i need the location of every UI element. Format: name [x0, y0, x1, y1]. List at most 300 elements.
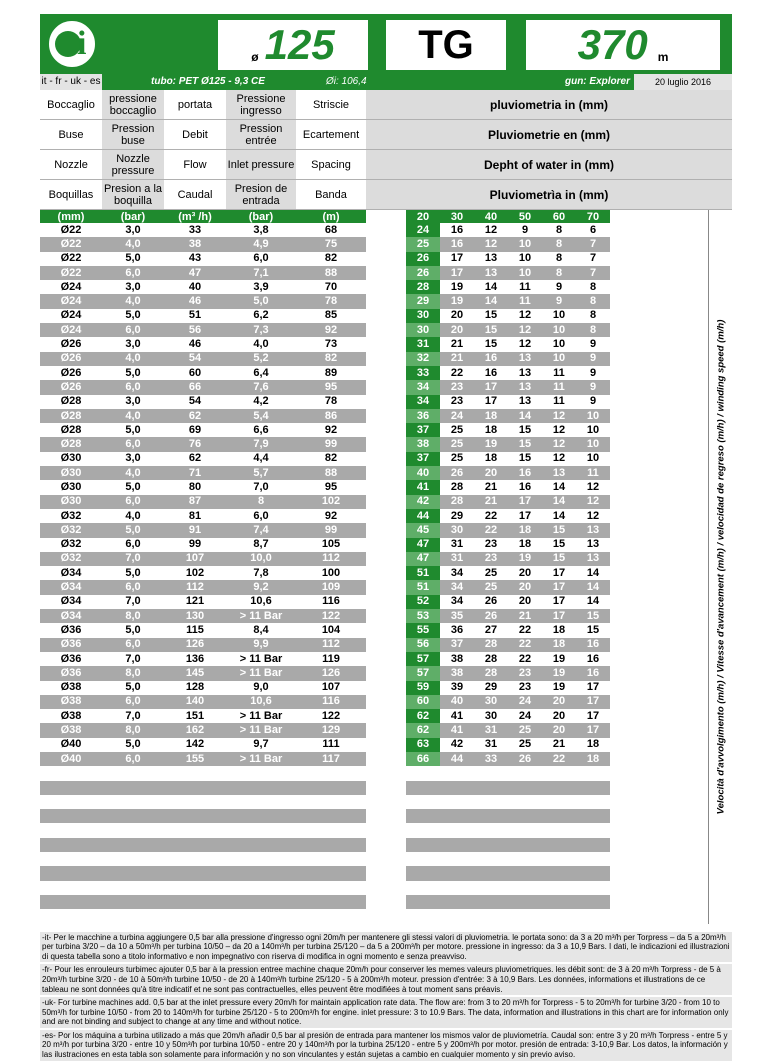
- table-cell: Ø32: [40, 509, 102, 523]
- empty-cell: [508, 866, 542, 880]
- table-cell: 5,0: [102, 681, 164, 695]
- table-cell: Ø22: [40, 223, 102, 237]
- table-row: [40, 266, 708, 280]
- table-cell: 17: [542, 609, 576, 623]
- note-paragraph: -fr- Pour les enrouleurs turbimec ajouter 0,5 bar à la pression entree machine chaque 20m/h pour conserver les memes valeurs pluviometriques. les débit sont: de 3 à 20 m³/h Torpress - de 5 à 20m³/h turbine 3/20 - de 10 à 50m³/h turbine 10/50 - de 20 à 140m³/h turbine 25/120 - 5 à 200m³/h moteur. pression d'entrée: 3 à 10,9 Bars. Les données, informations et illustrations de ce tableau ne sont données qu'à titre indicatif et ne sont pas contractuelles, elles peuvent être modifiées à tout moment sans préavis.: [40, 964, 732, 997]
- side-label: Velocità d'avvolgimento (m/h) / Vitesse d'avancement (m/h) / velocidad de regreso (m/h) / winding speed (m/h): [715, 319, 726, 815]
- empty-cell: [366, 781, 406, 795]
- table-cell: 14: [576, 566, 610, 580]
- table-cell: 80: [164, 480, 226, 494]
- table-cell: 18: [576, 752, 610, 766]
- table-cell: 12: [474, 223, 508, 237]
- table-cell: 6,0: [102, 752, 164, 766]
- table-cell: 145: [164, 666, 226, 680]
- gap-cell: [366, 423, 406, 437]
- label-cell: Boccaglio: [47, 98, 95, 111]
- table-cell: 17: [542, 580, 576, 594]
- table-cell: 7,0: [226, 480, 296, 494]
- table-cell: 10: [508, 266, 542, 280]
- empty-cell: [296, 823, 366, 837]
- table-cell: 26: [440, 466, 474, 480]
- gap-cell: [610, 409, 708, 423]
- empty-cell: [40, 781, 102, 795]
- label-cell: Pluviometrie en (mm): [366, 120, 732, 149]
- table-cell: 22: [474, 509, 508, 523]
- empty-cell: [610, 895, 708, 909]
- gap-cell: [610, 652, 708, 666]
- table-row: [40, 423, 708, 437]
- table-cell: 24: [406, 223, 440, 237]
- gap-cell: [610, 666, 708, 680]
- table-cell: 99: [296, 523, 366, 537]
- table-cell: 26: [508, 752, 542, 766]
- table-cell: Ø30: [40, 452, 102, 466]
- table-cell: 39: [440, 681, 474, 695]
- gap-cell: [610, 210, 708, 223]
- empty-cell: [474, 795, 508, 809]
- table-row: [40, 552, 708, 566]
- empty-row: [40, 781, 708, 795]
- table-cell: 10,6: [226, 595, 296, 609]
- label-cell: Banda: [315, 188, 347, 201]
- gap-cell: [610, 337, 708, 351]
- gap-cell: [366, 681, 406, 695]
- empty-row: [40, 895, 708, 909]
- table-cell: 6,0: [102, 323, 164, 337]
- gap-cell: [610, 609, 708, 623]
- table-cell: Ø34: [40, 566, 102, 580]
- table-cell: 5,0: [102, 523, 164, 537]
- table-cell: 12: [474, 237, 508, 251]
- gap-cell: [366, 223, 406, 237]
- table-cell: 10: [508, 237, 542, 251]
- table-cell: 11: [542, 395, 576, 409]
- table-cell: 51: [406, 566, 440, 580]
- table-cell: 7,0: [102, 652, 164, 666]
- table-cell: Ø30: [40, 495, 102, 509]
- table-cell: 4,9: [226, 237, 296, 251]
- empty-row: [40, 838, 708, 852]
- table-cell: 21: [474, 480, 508, 494]
- table-cell: 14: [576, 595, 610, 609]
- length-box: [526, 20, 720, 70]
- gap-cell: [610, 580, 708, 594]
- table-cell: 19: [440, 294, 474, 308]
- table-cell: > 11 Bar: [226, 609, 296, 623]
- table-cell: 28: [440, 480, 474, 494]
- gap-cell: [610, 280, 708, 294]
- table-cell: 122: [296, 609, 366, 623]
- table-cell: 13: [542, 466, 576, 480]
- empty-cell: [576, 823, 610, 837]
- table-cell: Ø24: [40, 323, 102, 337]
- table-cell: 136: [164, 652, 226, 666]
- label-cell: Pression entrée: [226, 120, 296, 149]
- table-cell: 7,9: [226, 437, 296, 451]
- table-row: [40, 294, 708, 308]
- gap-cell: [366, 723, 406, 737]
- table-cell: 9: [576, 380, 610, 394]
- table-cell: 32: [406, 352, 440, 366]
- gap-cell: [366, 709, 406, 723]
- table-cell: 13: [508, 352, 542, 366]
- empty-cell: [542, 795, 576, 809]
- table-cell: 78: [296, 294, 366, 308]
- table-cell: 20: [474, 466, 508, 480]
- table-cell: 22: [440, 366, 474, 380]
- table-cell: 16: [440, 223, 474, 237]
- empty-cell: [40, 866, 102, 880]
- table-cell: 9: [576, 337, 610, 351]
- table-cell: 22: [508, 652, 542, 666]
- table-cell: 34: [406, 380, 440, 394]
- empty-cell: [542, 823, 576, 837]
- empty-cell: [366, 881, 406, 895]
- table-cell: 71: [164, 466, 226, 480]
- table-cell: 17: [474, 395, 508, 409]
- table-row: [40, 495, 708, 509]
- table-cell: Ø24: [40, 309, 102, 323]
- gap-cell: [366, 395, 406, 409]
- table-cell: 6,0: [102, 695, 164, 709]
- empty-cell: [576, 838, 610, 852]
- empty-cell: [474, 781, 508, 795]
- gap-cell: [366, 252, 406, 266]
- empty-cell: [40, 895, 102, 909]
- empty-cell: [40, 766, 102, 780]
- table-cell: 25: [440, 437, 474, 451]
- empty-cell: [576, 795, 610, 809]
- table-cell: 31: [406, 337, 440, 351]
- gap-cell: [610, 352, 708, 366]
- table-cell: > 11 Bar: [226, 723, 296, 737]
- table-cell: Ø26: [40, 352, 102, 366]
- table-cell: 47: [406, 538, 440, 552]
- table-cell: 4,0: [102, 409, 164, 423]
- label-cell: portata: [177, 98, 213, 111]
- table-cell: 34: [440, 595, 474, 609]
- empty-cell: [296, 866, 366, 880]
- empty-cell: [296, 909, 366, 923]
- table-cell: 16: [576, 652, 610, 666]
- table-cell: 20: [508, 595, 542, 609]
- table-cell: 5,0: [102, 738, 164, 752]
- empty-cell: [296, 895, 366, 909]
- empty-row: [40, 766, 708, 780]
- table-cell: 16: [508, 480, 542, 494]
- gap-cell: [610, 309, 708, 323]
- empty-cell: [102, 766, 164, 780]
- table-cell: 3,0: [102, 223, 164, 237]
- table-cell: 25: [406, 237, 440, 251]
- empty-cell: [406, 852, 440, 866]
- table-cell: 15: [542, 538, 576, 552]
- table-cell: 7: [576, 252, 610, 266]
- table-cell: 13: [576, 523, 610, 537]
- empty-cell: [40, 852, 102, 866]
- table-cell: 56: [164, 323, 226, 337]
- empty-cell: [226, 823, 296, 837]
- table-cell: 92: [296, 423, 366, 437]
- table-cell: 36: [406, 409, 440, 423]
- empty-cell: [406, 838, 440, 852]
- table-cell: 30: [474, 709, 508, 723]
- table-cell: > 11 Bar: [226, 652, 296, 666]
- empty-cell: [508, 809, 542, 823]
- table-cell: 25: [508, 723, 542, 737]
- table-cell: 82: [296, 252, 366, 266]
- table-cell: 15: [542, 523, 576, 537]
- table-cell: 25: [474, 580, 508, 594]
- table-cell: 82: [296, 352, 366, 366]
- empty-cell: [366, 766, 406, 780]
- table-cell: 3,0: [102, 395, 164, 409]
- table-cell: 41: [406, 480, 440, 494]
- empty-cell: [226, 809, 296, 823]
- table-row: [40, 309, 708, 323]
- length-value: 370: [577, 21, 648, 68]
- table-cell: 12: [542, 437, 576, 451]
- table-cell: 21: [542, 738, 576, 752]
- table-cell: 119: [296, 652, 366, 666]
- empty-cell: [296, 852, 366, 866]
- table-cell: 34: [440, 580, 474, 594]
- table-cell: 95: [296, 380, 366, 394]
- table-cell: 19: [542, 681, 576, 695]
- table-cell: 42: [406, 495, 440, 509]
- gap-cell: [366, 738, 406, 752]
- empty-cell: [474, 866, 508, 880]
- empty-cell: [164, 838, 226, 852]
- empty-row: [40, 909, 708, 923]
- table-cell: 19: [542, 666, 576, 680]
- table-cell: 18: [474, 452, 508, 466]
- table-cell: 15: [508, 437, 542, 451]
- empty-cell: [406, 909, 440, 923]
- table-row: [40, 395, 708, 409]
- table-cell: 54: [164, 352, 226, 366]
- table-cell: 21: [440, 352, 474, 366]
- table-cell: 5,7: [226, 466, 296, 480]
- empty-cell: [226, 766, 296, 780]
- table-cell: 10: [542, 337, 576, 351]
- note-paragraph: -uk- For turbine machines add. 0,5 bar at the inlet pressure every 20m/h for maintain application rate data. The flow are: from 3 to 20 m³/h for Torpress - 5 to 20m³/h for turbine 3/20 - from 10 to 50m³/h for turbine 10/50 - from 20 to 140m³/h for turbine 25/120 - 5 to 200m³/h for engine. inlet pressure: 3 to 10.9 Bars. The data, information and illustrations in this chart are for information only and are not binding and subject to change at any time and without notice.: [40, 997, 732, 1030]
- table-cell: 15: [508, 423, 542, 437]
- table-cell: 4,2: [226, 395, 296, 409]
- table-cell: 105: [296, 538, 366, 552]
- gap-cell: [366, 337, 406, 351]
- table-cell: 29: [406, 294, 440, 308]
- table-row: [40, 223, 708, 237]
- table-row: [40, 681, 708, 695]
- table-cell: 59: [406, 681, 440, 695]
- label-cell: Caudal: [177, 188, 213, 201]
- table-cell: 10: [576, 437, 610, 451]
- unit-header: 70: [576, 210, 610, 223]
- column-labels: [40, 90, 732, 210]
- empty-cell: [440, 781, 474, 795]
- table-cell: 92: [296, 509, 366, 523]
- languages-label: it - fr - uk - es: [40, 74, 102, 90]
- table-cell: 10: [576, 409, 610, 423]
- table-cell: 100: [296, 566, 366, 580]
- table-cell: 7,8: [226, 566, 296, 580]
- date-label: 20 luglio 2016: [634, 74, 732, 90]
- table-cell: Ø36: [40, 652, 102, 666]
- gap-cell: [366, 409, 406, 423]
- empty-cell: [296, 795, 366, 809]
- empty-cell: [576, 766, 610, 780]
- gap-cell: [610, 323, 708, 337]
- empty-cell: [406, 795, 440, 809]
- table-row: [40, 466, 708, 480]
- empty-cell: [226, 781, 296, 795]
- empty-cell: [508, 881, 542, 895]
- unit-header: (m): [296, 210, 366, 223]
- table-cell: Ø34: [40, 609, 102, 623]
- empty-cell: [40, 809, 102, 823]
- table-cell: 17: [542, 566, 576, 580]
- table-cell: Ø40: [40, 738, 102, 752]
- table-cell: 4,0: [102, 466, 164, 480]
- empty-cell: [440, 809, 474, 823]
- table-cell: 14: [474, 294, 508, 308]
- table-cell: 15: [474, 309, 508, 323]
- table-cell: 56: [406, 638, 440, 652]
- empty-cell: [576, 809, 610, 823]
- diameter-symbol: ø: [251, 50, 259, 64]
- table-cell: 4,0: [102, 294, 164, 308]
- empty-cell: [366, 852, 406, 866]
- table-cell: 23: [440, 380, 474, 394]
- table-cell: 47: [406, 552, 440, 566]
- table-cell: 70: [296, 280, 366, 294]
- table-cell: Ø22: [40, 252, 102, 266]
- table-cell: 10: [576, 423, 610, 437]
- table-cell: 31: [474, 723, 508, 737]
- table-cell: 16: [474, 352, 508, 366]
- table-cell: 18: [508, 523, 542, 537]
- diameter-box: [218, 20, 368, 70]
- table-cell: 7,0: [102, 552, 164, 566]
- empty-cell: [610, 866, 708, 880]
- empty-cell: [40, 838, 102, 852]
- table-cell: 37: [406, 452, 440, 466]
- table-cell: 66: [406, 752, 440, 766]
- table-cell: 9: [576, 395, 610, 409]
- table-cell: 30: [406, 323, 440, 337]
- table-cell: 27: [474, 623, 508, 637]
- table-cell: Ø34: [40, 580, 102, 594]
- label-cell: pluviometria in (mm): [366, 90, 732, 119]
- table-cell: 12: [576, 480, 610, 494]
- empty-cell: [164, 809, 226, 823]
- table-cell: 19: [474, 437, 508, 451]
- table-row: [40, 437, 708, 451]
- table-cell: 38: [440, 652, 474, 666]
- empty-cell: [406, 766, 440, 780]
- gap-cell: [366, 580, 406, 594]
- gap-cell: [366, 752, 406, 766]
- table-cell: 11: [576, 466, 610, 480]
- empty-cell: [576, 909, 610, 923]
- table-cell: 13: [576, 538, 610, 552]
- table-cell: 5,2: [226, 352, 296, 366]
- table-cell: 11: [542, 366, 576, 380]
- gap-cell: [366, 309, 406, 323]
- table-cell: 12: [508, 323, 542, 337]
- side-label-area: [708, 210, 732, 924]
- table-row: [40, 452, 708, 466]
- label-cell: Presion a la boquilla: [102, 180, 164, 209]
- table-cell: 4,0: [102, 237, 164, 251]
- empty-cell: [610, 781, 708, 795]
- table-cell: 33: [406, 366, 440, 380]
- table-cell: 15: [474, 323, 508, 337]
- table-cell: 7,1: [226, 266, 296, 280]
- table-cell: 6: [576, 223, 610, 237]
- table-cell: 18: [576, 738, 610, 752]
- table-cell: 26: [474, 609, 508, 623]
- table-cell: 12: [508, 337, 542, 351]
- table-cell: 82: [296, 452, 366, 466]
- table-cell: 20: [440, 309, 474, 323]
- label-cell: pressione boccaglio: [102, 90, 164, 119]
- empty-cell: [440, 795, 474, 809]
- unit-header: (mm): [40, 210, 102, 223]
- table-cell: Ø26: [40, 380, 102, 394]
- table-cell: 3,9: [226, 280, 296, 294]
- table-cell: 6,0: [102, 266, 164, 280]
- empty-cell: [508, 852, 542, 866]
- table-cell: 5,0: [102, 252, 164, 266]
- empty-cell: [508, 838, 542, 852]
- table-row: [40, 609, 708, 623]
- table-row: [40, 638, 708, 652]
- table-cell: Ø30: [40, 466, 102, 480]
- label-cell: Inlet pressure: [226, 150, 296, 179]
- empty-cell: [406, 823, 440, 837]
- table-cell: > 11 Bar: [226, 709, 296, 723]
- gap-cell: [610, 552, 708, 566]
- table-cell: 40: [406, 466, 440, 480]
- empty-cell: [542, 781, 576, 795]
- document-page: [40, 14, 732, 1063]
- table-cell: 122: [296, 709, 366, 723]
- unit-header: 30: [440, 210, 474, 223]
- table-cell: 10,6: [226, 695, 296, 709]
- unit-header: 60: [542, 210, 576, 223]
- gun-label: gun: Explorer: [444, 74, 634, 90]
- table-cell: 18: [542, 623, 576, 637]
- table-cell: 17: [474, 380, 508, 394]
- table-cell: 85: [296, 309, 366, 323]
- table-cell: 25: [508, 738, 542, 752]
- table-cell: Ø32: [40, 552, 102, 566]
- table-cell: 15: [474, 337, 508, 351]
- brand-logo: [46, 18, 98, 70]
- table-cell: 6,0: [102, 437, 164, 451]
- gap-cell: [610, 423, 708, 437]
- gap-cell: [610, 681, 708, 695]
- diameter-value: 125: [264, 21, 335, 68]
- empty-cell: [102, 823, 164, 837]
- table-cell: 6,2: [226, 309, 296, 323]
- table-cell: Ø36: [40, 638, 102, 652]
- table-cell: 17: [576, 681, 610, 695]
- empty-cell: [102, 809, 164, 823]
- table-cell: 46: [164, 337, 226, 351]
